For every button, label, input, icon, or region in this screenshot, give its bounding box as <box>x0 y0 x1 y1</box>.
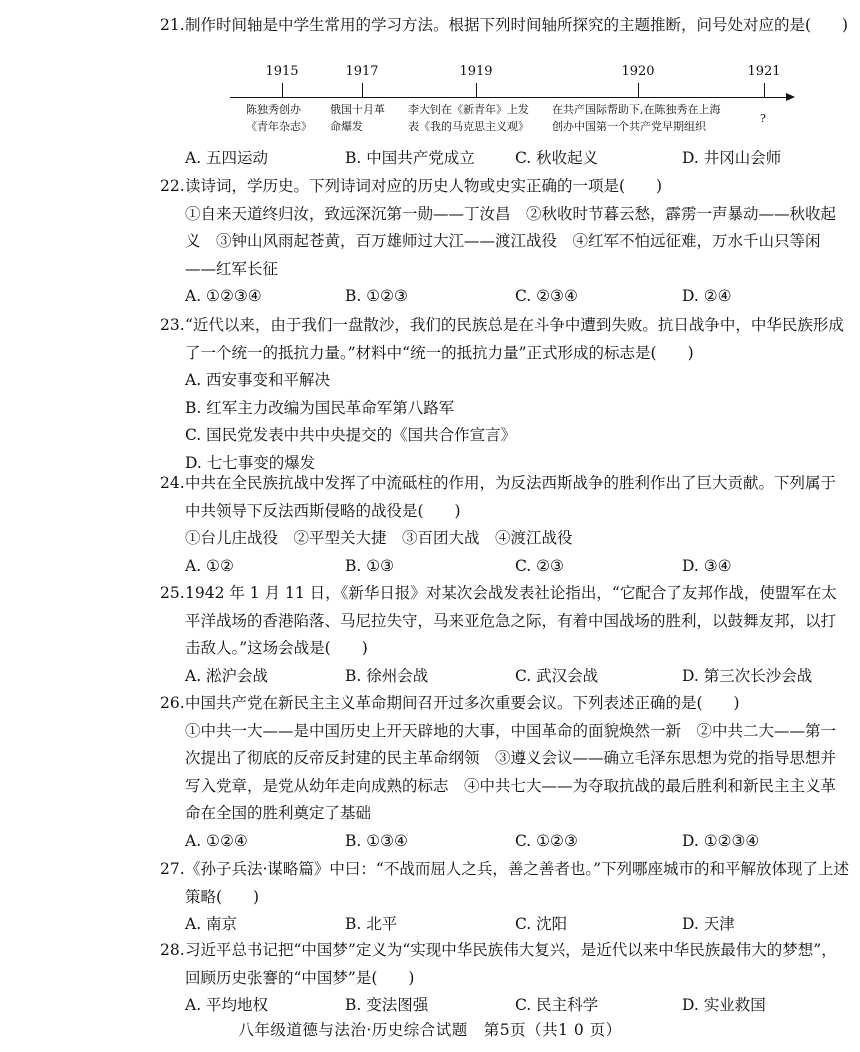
option-d: D. 七七事变的爆发 <box>185 453 316 472</box>
question-number: 25. <box>160 584 185 602</box>
timeline-year: 1919 <box>459 64 493 79</box>
option-b: B. 中国共产党成立 <box>345 149 475 167</box>
question-number: 21. <box>160 16 185 34</box>
question-number: 24. <box>160 474 185 492</box>
question-stem: 读诗词，学历史。下列诗词对应的历史人物或史实正确的一项是( ) <box>185 177 663 195</box>
option-d: D. 实业救国 <box>682 996 766 1014</box>
timeline-event: 在共产国际帮助下,在陈独秀在上海 创办中国第一个共产党早期组织 <box>552 103 721 133</box>
question-number: 28. <box>160 941 185 959</box>
timeline-arrow-icon <box>786 93 795 101</box>
timeline-year: 1921 <box>747 64 781 79</box>
question-24 <box>160 470 850 580</box>
option-b: B. 北平 <box>345 915 398 933</box>
question-body: ①自来天道终归汝，致远深沉第一勋——丁汝昌 ②秋收时节暮云愁，霹雳一声暴动——秋收起义 ③钟山风雨起苍黄，百万雄师过大江——渡江战役 ④红军不怕远征难，万水千山只等闲——红军长征 <box>185 204 837 278</box>
question-number: 26. <box>160 694 185 712</box>
option-b: B. 红军主力改编为国民革命军第八路军 <box>185 398 455 417</box>
timeline-event-unknown: ? <box>760 112 766 125</box>
option-a: A. ①② <box>185 556 234 575</box>
option-a: A. 南京 <box>185 915 238 933</box>
timeline-tick <box>638 83 639 97</box>
option-c: C. 秋收起义 <box>515 149 599 167</box>
option-a: A. 五四运动 <box>185 149 269 167</box>
question-22 <box>160 173 850 311</box>
timeline-tick <box>764 83 765 97</box>
timeline-axis <box>230 97 790 98</box>
timeline-year: 1920 <box>621 64 655 79</box>
option-d: D. ②④ <box>682 287 732 305</box>
option-d: D. 井冈山会师 <box>682 149 782 167</box>
timeline-tick <box>476 83 477 97</box>
option-b: B. ①③ <box>345 556 395 575</box>
question-stem: 中国共产党在新民主主义革命期间召开过多次重要会议。下列表述正确的是( ) <box>185 694 740 712</box>
question-body: ①中共一大——是中国历史上开天辟地的大事，中国革命的面貌焕然一新 ②中共二大——第一次提出了彻底的反帝反封建的民主革命纲领 ③遵义会议——确立毛泽东思想为党的指导思想并写入党章，是党从幼年走向成熟的标志 ④中共七大——为夺取抗战的最后胜利和新民主主义革命在全国的胜利奠定了基础 <box>185 721 837 822</box>
timeline-year: 1915 <box>265 64 299 79</box>
option-d: D. 第三次长沙会战 <box>682 666 813 685</box>
timeline-event: 俄国十月革 命爆发 <box>330 103 385 133</box>
option-d: D. ③④ <box>682 556 732 575</box>
option-d: D. ①②③④ <box>682 831 760 850</box>
option-a: A. ①②④ <box>185 831 248 850</box>
question-25 <box>160 580 850 690</box>
option-d: D. 天津 <box>682 915 735 933</box>
option-c: C. 国民党发表中共中央提交的《国共合作宣言》 <box>185 426 517 444</box>
option-c: C. 武汉会战 <box>515 666 599 685</box>
question-stem: 习近平总书记把“中国梦”定义为“实现中华民族伟大复兴，是近代以来中华民族最伟大的梦想”，回顾历史张謇的“中国梦”是( ) <box>185 941 837 987</box>
question-stem: 制作时间轴是中学生常用的学习方法。根据下列时间轴所探究的主题推断，问号处对应的是( ) <box>185 16 849 34</box>
timeline-year: 1917 <box>345 64 379 79</box>
timeline-tick <box>282 83 283 97</box>
question-26 <box>160 690 850 855</box>
question-stem: 1942 年 1 月 11 日，《新华日报》对某次会战发表社论指出，“它配合了友邦作战，使盟军在太平洋战场的香港陷落、马尼拉失守，马来亚危急之际，有着中国战场的胜利，以鼓舞友邦，以打击敌人。”这场会战是( ) <box>185 584 837 657</box>
option-a: A. 淞沪会战 <box>185 666 269 685</box>
q21-options <box>160 145 850 173</box>
option-b: B. 变法图强 <box>345 996 429 1014</box>
option-c: C. 沈阳 <box>515 915 568 933</box>
option-c: C. ①②③ <box>515 831 578 850</box>
option-b: B. ①③④ <box>345 831 408 850</box>
option-a: A. ①②③④ <box>185 287 262 305</box>
question-body: ①台儿庄战役 ②平型关大捷 ③百团大战 ④渡江战役 <box>185 529 573 547</box>
timeline-event: 李大钊在《新青年》上发 表《我的马克思主义观》 <box>408 103 529 133</box>
option-a: A. 平均地权 <box>185 996 269 1014</box>
question-21 <box>160 12 850 40</box>
question-number: 22. <box>160 177 185 195</box>
page-footer: 八年级道德与法治·历史综合试题 第5页（共1 0 页） <box>238 1021 622 1039</box>
question-28 <box>160 937 850 1020</box>
question-stem: 中共在全民族抗战中发挥了中流砥柱的作用，为反法西斯战争的胜利作出了巨大贡献。下列属于中共领导下反法西斯侵略的战役是( ) <box>185 474 837 520</box>
timeline-tick <box>362 83 363 97</box>
option-b: B. ①②③ <box>345 287 408 305</box>
option-c: C. ②③④ <box>515 287 578 305</box>
timeline <box>230 64 800 142</box>
question-number: 23. <box>160 316 185 334</box>
option-b: B. 徐州会战 <box>345 666 429 685</box>
question-number: 27. <box>160 860 185 878</box>
question-27 <box>160 856 850 939</box>
option-a: A. 西安事变和平解决 <box>185 371 331 389</box>
question-23 <box>160 312 850 477</box>
question-stem: “近代以来，由于我们一盘散沙，我们的民族总是在斗争中遭到失败。抗日战争中，中华民族形成了一个统一的抵抗力量。”材料中“统一的抵抗力量”正式形成的标志是( ) <box>185 316 844 362</box>
question-stem: 《孙子兵法·谋略篇》中曰：“不战而屈人之兵，善之善者也。”下列哪座城市的和平解放体现了上述策略( ) <box>185 860 850 906</box>
option-c: C. 民主科学 <box>515 996 599 1014</box>
option-c: C. ②③ <box>515 556 564 575</box>
timeline-event: 陈独秀创办 《青年杂志》 <box>246 103 312 133</box>
